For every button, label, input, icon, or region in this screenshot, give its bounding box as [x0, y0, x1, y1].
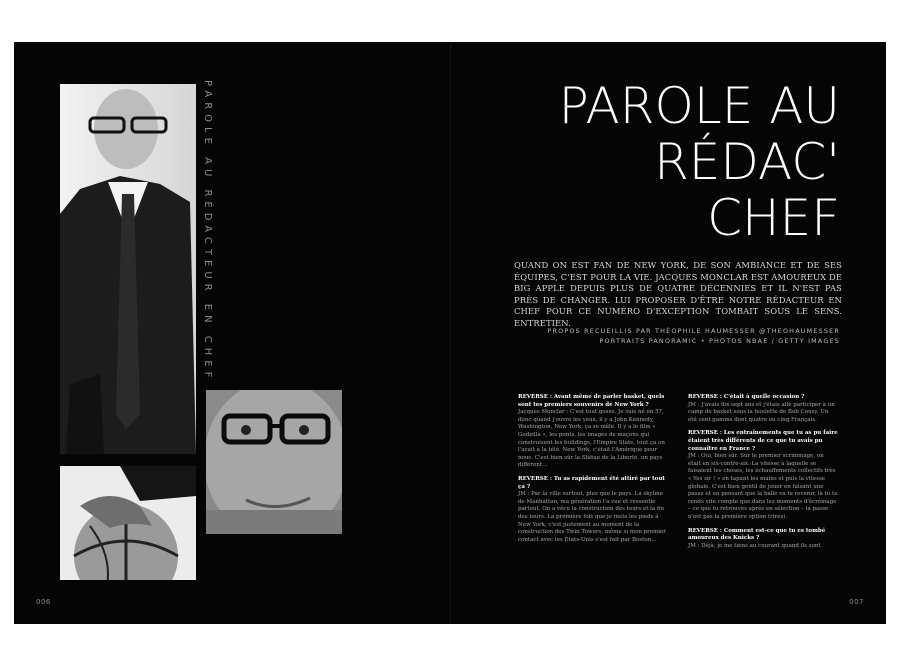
qa-block — [518, 476, 668, 544]
headline — [480, 78, 840, 246]
qa-block — [518, 394, 668, 470]
portrait-standing-photo — [60, 84, 196, 454]
headline-line-3: CHEF — [707, 189, 840, 247]
page-number-right: 007 — [849, 598, 864, 606]
qa-block — [688, 394, 838, 424]
headline-line-2: RÉDAC' — [654, 133, 840, 191]
portrait-closeup-image — [206, 390, 342, 534]
credit-line-author: PROPOS RECUEILLIS PAR THÉOPHILE HAUMESSER @THEOHAUMESSER — [547, 327, 840, 335]
answer: JM : Oui, bien sûr. Sur le premier scrimmage, on était en six-contre-six. La vitesse à laquelle se faisaient les choses, les échauffements collectifs très « Yes sir ! » en tapant les mains et puis la vitesse globale. C'est bien gentil de jouer en faisant une passe et en pensant que la balle va te revenir, là tu te rends vite compte que dans les moments d'écrémage – ce que tu retrouves après en sélection – la passe n'est pas la première option (rires). — [688, 453, 838, 520]
vertical-section-label — [202, 80, 218, 420]
answer: JM : Par la ville surtout, plus que le pays. La skyline de Manhattan, ma génération l'a vue et ressentie partout. On a vécu la construction des tours et la fin des tours. La première fois que je mets les pieds à New York, c'est justement au moment de la construction des Twin Towers, même si mon premier contact avec les États-Unis s'est fait par Boston… — [518, 491, 666, 543]
portrait-closeup-photo — [206, 390, 342, 534]
spine — [450, 42, 451, 624]
answer: Jacques Monclar : C'est tout gosse. Je suis né en 57, donc quand j'ouvre les yeux, il y a John Kennedy, Washington, New York, ça se mêle. Il y a le film « Godzilla », les ponts, les images de maçons qui construisent les buildings, l'Empire State, tout ça on l'avait à la télé. New York, c'était l'Amérique pour nous. C'est bien sûr la Statue de la Liberté, un pays différent… — [518, 409, 665, 469]
answer: JM : Déjà, je me tiens au courant quand ils sont — [688, 542, 821, 549]
portrait-standing-image — [60, 84, 196, 454]
question: REVERSE : Tu as rapidement été attiré par tout ça ? — [518, 475, 665, 490]
qa-block — [688, 430, 838, 521]
interview-column-1 — [518, 394, 668, 550]
question: REVERSE : Les entraînements que tu as pu faire étaient très différents de ce que tu avais pu connaître en France ? — [688, 430, 838, 452]
hands-basketball-photo — [60, 466, 196, 580]
question: REVERSE : Comment est-ce que tu es tombé amoureux des Knicks ? — [688, 527, 826, 542]
vertical-label-text: PAROLE AU RÉDACTEUR EN CHEF — [202, 80, 213, 383]
credit-line-photos: PORTRAITS PANORAMIC • PHOTOS NBAE / GETTY IMAGES — [599, 337, 840, 345]
qa-block — [688, 528, 838, 551]
page-number-left: 006 — [36, 598, 51, 606]
answer: JM : J'avais dix-sept ans et j'étais allé participer à un camp de basket sous la houlette de Bob Cousy. Un été cent gamins dont quatre ou cinq Français. — [688, 401, 835, 423]
interview-column-2 — [688, 394, 838, 556]
hands-basketball-image — [60, 466, 196, 580]
credits — [547, 326, 840, 346]
question: REVERSE : Avant même de parler basket, quels sont tes premiers souvenirs de New York ? — [518, 394, 665, 408]
intro-paragraph: QUAND ON EST FAN DE NEW YORK, DE SON AMBIANCE ET DE SES ÉQUIPES, C'EST POUR LA VIE. JACQUES MONCLAR EST AMOUREUX DE BIG APPLE DEPUIS PLUS DE QUATRE DÉCENNIES ET IL N'EST PAS PRÈS DE CHANGER. LUI PROPOSER D'ÊTRE NOTRE RÉDACTEUR EN CHEF POUR CE NUMÉRO D'EXCEPTION TOMBAIT SOUS LE SENS. ENTRETIEN. — [514, 260, 842, 328]
question: REVERSE : C'était à quelle occasion ? — [688, 394, 805, 400]
magazine-spread — [14, 42, 886, 624]
headline-line-1: PAROLE AU — [558, 77, 840, 135]
